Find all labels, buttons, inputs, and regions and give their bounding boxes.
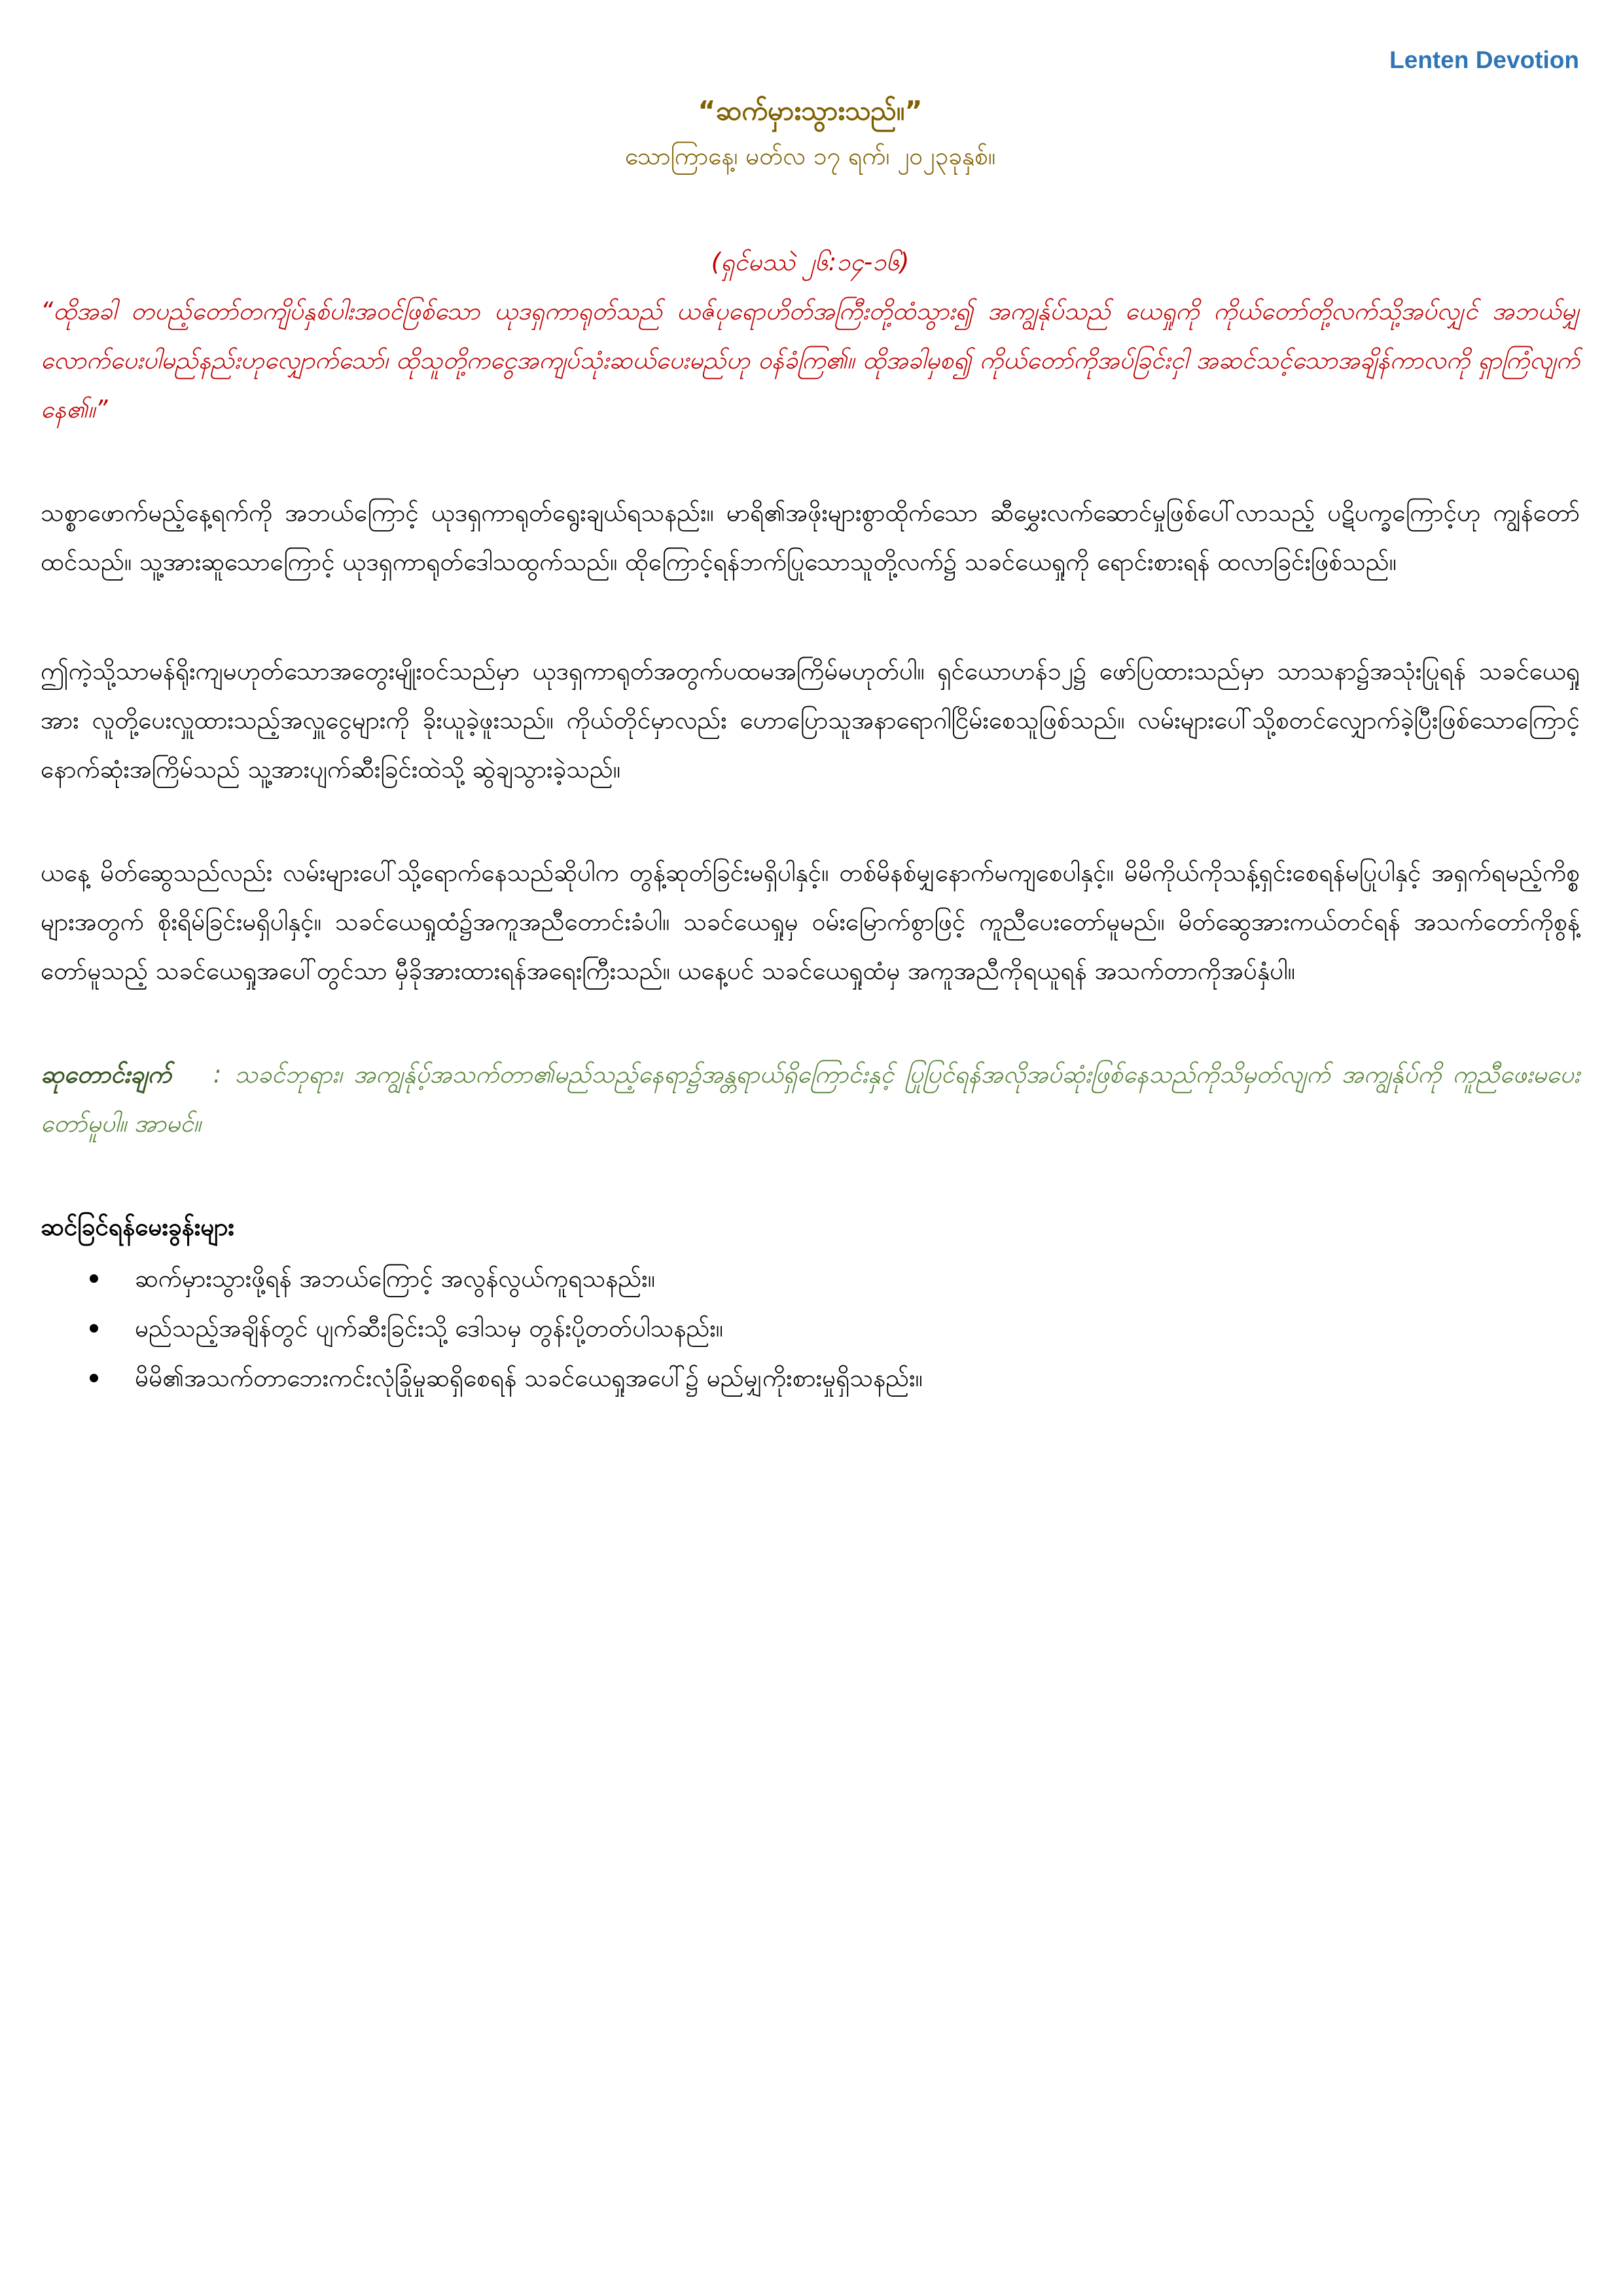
prayer-separator: : bbox=[213, 1060, 222, 1088]
series-label: Lenten Devotion bbox=[1389, 46, 1579, 73]
bullet-icon bbox=[90, 1324, 98, 1333]
devotion-title: “ဆက်မှားသွားသည်။” bbox=[698, 95, 923, 126]
list-item bbox=[41, 1304, 1580, 1354]
list-item bbox=[41, 1354, 1580, 1403]
question-text: ဆက်မှားသွားဖို့ရန် အဘယ်ကြောင့် အလွန်လွယ်ကူရသနည်း။ bbox=[135, 1265, 655, 1293]
prayer bbox=[41, 1050, 1580, 1148]
body-paragraph: ယနေ့ မိတ်ဆွေသည်လည်း လမ်းများပေါ်သို့ရောက်နေသည်ဆိုပါက တွန့်ဆုတ်ခြင်းမရှိပါနှင့်။ တစ်မိနစ်မျှနောက်မကျစေပါနှင့်။ မိမိကိုယ်ကိုသန့်ရှင်းစေရန်မပြုပါနှင့် အရှက်ရမည့်ကိစ္စများအတွက် စိုးရိမ်ခြင်းမရှိပါနှင့်။ သခင်ယေရှုထံ၌အကူအညီတောင်းခံပါ။ သခင်ယေရှုမှ ဝမ်းမြောက်စွာဖြင့် ကူညီပေးတော်မူမည်။ မိတ်ဆွေအားကယ်တင်ရန် အသက်တော်ကိုစွန့်တော်မူသည့် သခင်ယေရှုအပေါ်တွင်သာ မှီခိုအားထားရန်အရေးကြီးသည်။ ယနေ့ပင် သခင်ယေရှုထံမှ အကူအညီကိုရယူရန် အသက်တာကိုအပ်နှံပါ။ bbox=[41, 859, 1580, 985]
bullet-icon bbox=[90, 1374, 98, 1382]
bullet-icon bbox=[90, 1274, 98, 1283]
body-paragraph: ဤကဲ့သို့သာမန်ရိုးကျမဟုတ်သောအတွေးမျိုးဝင်သည်မှာ ယုဒရှကာရုတ်အတွက်ပထမအကြိမ်မဟုတ်ပါ။ ရှင်ယောဟန်၁၂၌ ဖော်ပြထားသည်မှာ သာသနာ၌အသုံးပြုရန် သခင်ယေရှုအား လူတို့ပေးလှူထားသည့်အလှူငွေများကို ခိုးယူခဲ့ဖူးသည်။ ကိုယ်တိုင်မှာလည်း ဟောပြောသူအနာရောဂါငြိမ်းစေသူဖြစ်သည်။ လမ်းများပေါ်သို့စတင်လျှောက်ခဲ့ပြီးဖြစ်သောကြောင့် နောက်ဆုံးအကြိမ်သည် သူ့အားပျက်ဆီးခြင်းထဲသို့ ဆွဲချသွားခဲ့သည်။ bbox=[41, 657, 1580, 783]
scripture-quote: “ထိုအခါ တပည့်တော်တကျိပ်နှစ်ပါးအဝင်ဖြစ်သော ယုဒရှကာရုတ်သည် ယဇ်ပုရောဟိတ်အကြီးတို့ထံသွား၍ အကျွန်ုပ်သည် ယေရှုကို ကိုယ်တော်တို့လက်သို့အပ်လျှင် အဘယ်မျှလောက်ပေးပါမည်နည်းဟုလျှောက်သော်၊ ထိုသူတို့ကငွေအကျပ်သုံးဆယ်ပေးမည်ဟု ဝန်ခံကြ၏။ ထိုအခါမှစ၍ ကိုယ်တော်ကိုအပ်ခြင်းငှါ အဆင်သင့်သောအချိန်ကာလကို ရှာကြံလျက်နေ၏။” bbox=[41, 297, 1580, 423]
prayer-label: ဆုတောင်းချက် bbox=[41, 1060, 171, 1088]
devotion-content bbox=[41, 88, 1580, 1403]
question-text: မည်သည့်အချိန်တွင် ပျက်ဆီးခြင်းသို့ ဒေါသမှ တွန်းပို့တတ်ပါသနည်း။ bbox=[135, 1314, 723, 1342]
devotion-date: သောကြာနေ့၊ မတ်လ ၁၇ ရက်၊ ၂၀၂၃ခုနှစ်။ bbox=[624, 142, 996, 170]
scripture-reference: (ရှင်မဿဲ ၂၆:၁၄-၁၆) bbox=[711, 248, 910, 276]
list-item bbox=[41, 1254, 1580, 1304]
body-paragraph: သစ္စာဖောက်မည့်နေ့ရက်ကို အဘယ်ကြောင့် ယုဒရှကာရုတ်ရွေးချယ်ရသနည်း။ မာရိ၏အဖိုးများစွာထိုက်သော ဆီမွှေးလက်ဆောင်မှုဖြစ်ပေါ်လာသည့် ပဋိပက္ခကြောင့်ဟု ကျွန်တော်ထင်သည်။ သူ့အားဆူသောကြောင့် ယုဒရှကာရုတ်ဒေါသထွက်သည်။ ထိုကြောင့်ရန်ဘက်ပြုသောသူတို့လက်၌ သခင်ယေရှုကို ရောင်းစားရန် ထလာခြင်းဖြစ်သည်။ bbox=[41, 499, 1580, 576]
prayer-text: သခင်ဘုရား၊ အကျွန်ုပ့်အသက်တာ၏မည်သည့်နေရာ၌အန္တရာယ်ရှိကြောင်းနှင့် ပြုပြင်ရန်အလိုအပ်ဆုံးဖြစ်နေသည်ကိုသိမှတ်လျက် အကျွန်ုပ်ကို ကူညီဖေးမပေးတော်မူပါ။ အာမင်။ bbox=[41, 1060, 1580, 1138]
reflection-questions bbox=[41, 1254, 1580, 1403]
question-text: မိမိ၏အသက်တာဘေးကင်းလုံခြုံမှုဆရှိစေရန် သခင်ယေရှုအပေါ်၌ မည်မျှကိုးစားမှုရှိသနည်း။ bbox=[135, 1364, 923, 1392]
reflection-heading: ဆင်ခြင်ရန်မေးခွန်းများ bbox=[41, 1213, 234, 1241]
